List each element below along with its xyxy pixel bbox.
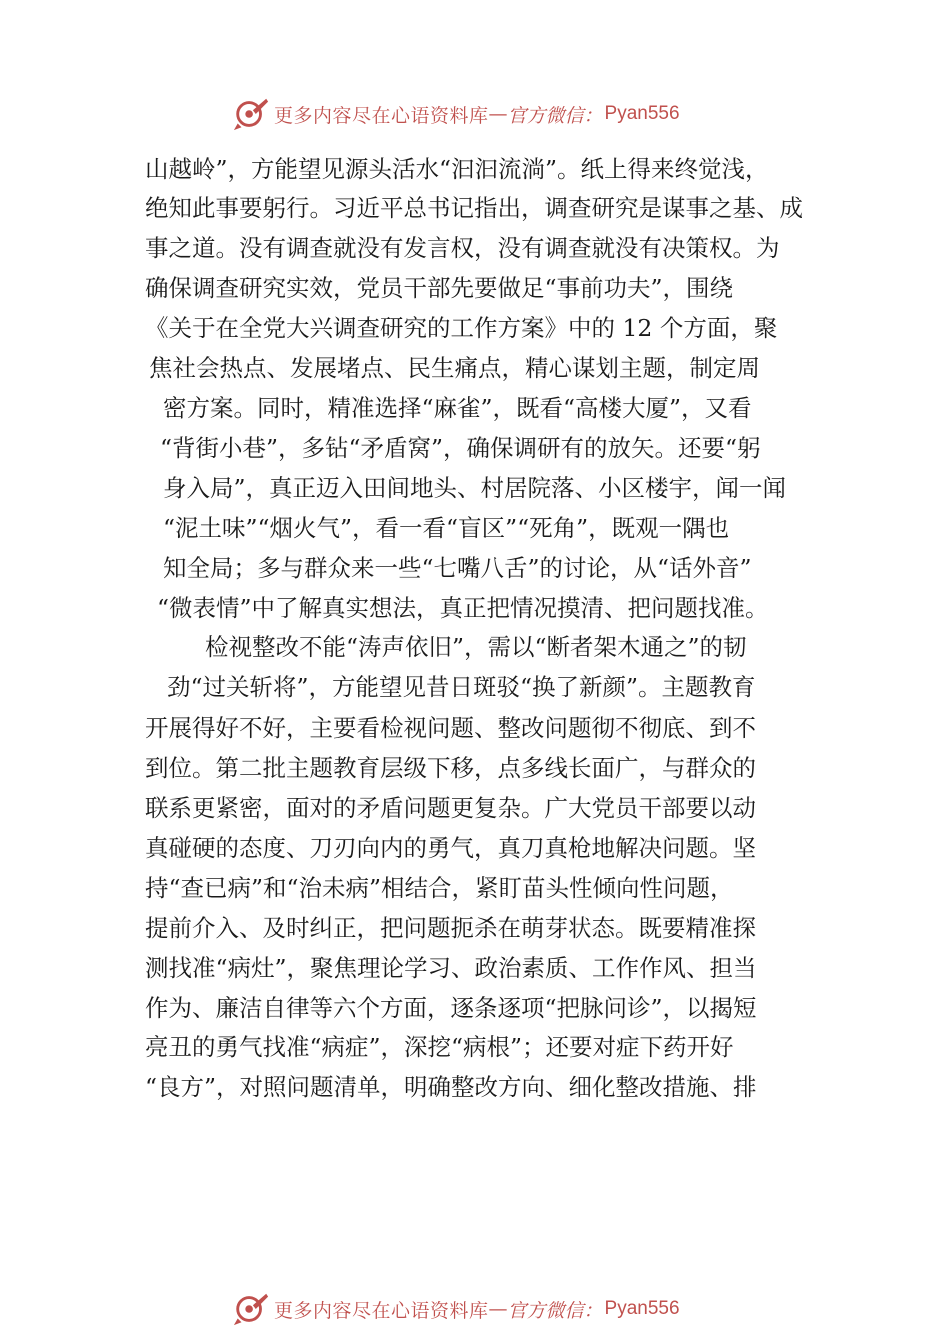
body-line: “良方”，对照问题清单，明确整改方向、细化整改措施、排: [145, 1073, 757, 1101]
body-line: 《关于在全党大兴调查研究的工作方案》中的 12 个方面，聚: [145, 314, 778, 342]
body-line: 山越岭”，方能望见源头活水“汩汩流淌”。纸上得来终觉浅，: [145, 155, 769, 183]
body-line: 作为、廉洁自律等六个方面，逐条逐项“把脉问诊”，以揭短: [145, 994, 757, 1022]
header-banner-separator: —: [488, 103, 508, 125]
body-line: “泥土味”“烟火气”，看一看“盲区”“死角”，既观一隅也: [163, 514, 730, 542]
body-line: 身入局”，真正迈入田间地头、村居院落、小区楼宇，闻一闻: [163, 474, 787, 502]
body-line: 测找准“病灶”，聚焦理论学习、政治素质、工作作风、担当: [145, 954, 757, 982]
header-banner-text: 更多内容尽在心语资料库: [274, 104, 489, 127]
pen-logo-icon: [232, 95, 270, 133]
body-line: “背街小巷”，多钻“矛盾窝”，确保调研有的放矢。还要“躬: [160, 434, 761, 462]
footer-wechat-label: 官方微信：: [507, 1299, 603, 1322]
header-banner: [0, 94, 950, 134]
footer-wechat-id: Pyan556: [604, 1298, 680, 1319]
body-line: 焦社会热点、发展堵点、民生痛点，精心谋划主题，制定周: [149, 354, 760, 382]
footer-banner-separator: —: [488, 1298, 508, 1320]
body-line: 到位。第二批主题教育层级下移，点多线长面广，与群众的: [145, 754, 756, 782]
body-line: 检视整改不能“涛声依旧”，需以“断者架木通之”的韧: [205, 633, 747, 661]
body-line: 亮丑的勇气找准“病症”，深挖“病根”；还要对症下药开好: [145, 1033, 734, 1061]
body-line: 确保调查研究实效，党员干部先要做足“事前功夫”，围绕: [145, 274, 734, 302]
body-line: 绝知此事要躬行。习近平总书记指出，调查研究是谋事之基、成: [145, 194, 803, 222]
pen-logo-icon: [232, 1290, 270, 1328]
body-line: 劲“过关斩将”，方能望见昔日斑驳“换了新颜”。主题教育: [167, 673, 756, 701]
body-line: 提前介入、及时纠正，把问题扼杀在萌芽状态。既要精准探: [145, 914, 756, 942]
body-line: 真碰硬的态度、刀刃向内的勇气，真刀真枪地解决问题。坚: [145, 834, 756, 862]
body-line: 事之道。没有调查就没有发言权，没有调查就没有决策权。为: [145, 234, 780, 262]
body-line: 知全局；多与群众来一些“七嘴八舌”的讨论，从“话外音”: [163, 554, 752, 582]
body-line: 持“查已病”和“治未病”相结合，紧盯苗头性倾向性问题，: [145, 874, 734, 902]
header-wechat-label: 官方微信：: [507, 104, 603, 127]
body-line: 联系更紧密，面对的矛盾问题更复杂。广大党员干部要以动: [145, 794, 756, 822]
body-line: 密方案。同时，精准选择“麻雀”，既看“高楼大厦”，又看: [163, 394, 752, 422]
body-line: 开展得好不好，主要看检视问题、整改问题彻不彻底、到不: [145, 714, 756, 742]
footer-banner-text: 更多内容尽在心语资料库: [274, 1299, 489, 1322]
header-wechat-id: Pyan556: [604, 103, 680, 124]
footer-banner: [0, 1289, 950, 1329]
body-line: “微表情”中了解真实想法，真正把情况摸清、把问题找准。: [157, 594, 769, 622]
